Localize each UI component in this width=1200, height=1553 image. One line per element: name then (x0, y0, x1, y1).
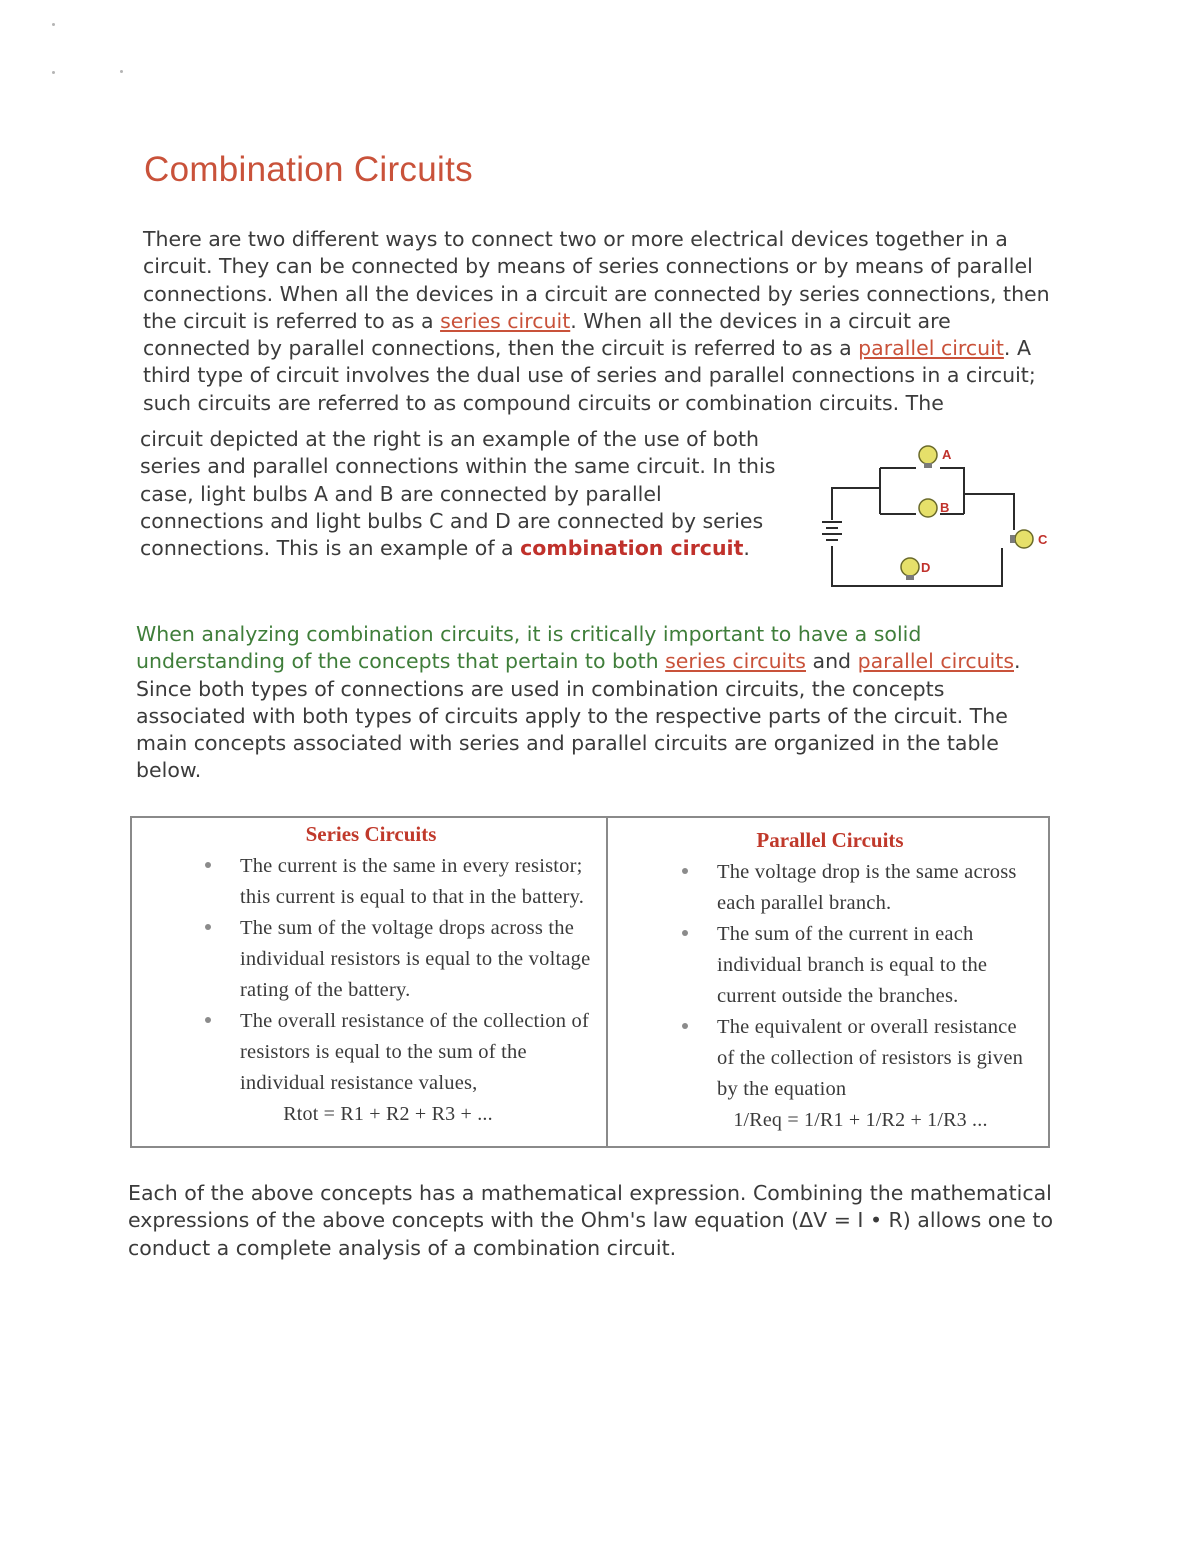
parallel-circuits-link[interactable]: parallel circuits (857, 649, 1014, 674)
battery-icon (822, 522, 842, 540)
series-item-text: The current is the same in every resistor; this current is equal to that in the battery. (240, 855, 585, 908)
analysis-and: and (805, 649, 858, 674)
bulb-a-icon (919, 446, 952, 468)
scan-speck (52, 23, 55, 26)
bullet-icon (682, 930, 688, 936)
bullet-icon (682, 868, 688, 874)
bulb-d-label: D (921, 560, 931, 575)
table-bottom-border (130, 1146, 1050, 1148)
bullet-icon (205, 924, 211, 930)
wire-right (964, 494, 1014, 530)
parallel-list (608, 857, 1048, 1136)
parallel-column (608, 816, 1048, 1136)
parallel-item-text: The equivalent or overall resistance of the collection of resistors is given by the equation (717, 1016, 1024, 1100)
bulb-a-label: A (942, 447, 952, 462)
analysis-paragraph (136, 621, 1036, 785)
series-equation: Rtot = R1 + R2 + R3 + ... (283, 1103, 493, 1125)
intro-text-3: . A third type of circuit involves the dual use of series and parallel connections in a circuit; such circuits are referred to as compound circuits or combination circuits. The (143, 336, 1036, 415)
page-title: Combination Circuits (144, 150, 473, 189)
intro-text-5: . (743, 536, 750, 561)
bullet-icon (682, 1023, 688, 1029)
parallel-item-text: The sum of the current in each individual branch is equal to the current outside the branches. (717, 923, 988, 1007)
bulb-b-icon (919, 499, 949, 517)
concepts-table (130, 816, 1050, 1156)
parallel-header: Parallel Circuits (756, 828, 904, 852)
circuit-description (140, 426, 790, 562)
series-item-text: The sum of the voltage drops across the individual resistors is equal to the voltage rating of the battery. (240, 917, 591, 1001)
analysis-text-2: . Since both types of connections are used in combination circuits, the concepts associated with both types of circuits apply to the respective parts of the circuit. The main concepts associated with series and parallel circuits are organized in the table below. (136, 649, 1021, 783)
combination-circuit-diagram (814, 438, 1064, 598)
series-list (130, 851, 606, 1130)
bulb-c-label: C (1038, 532, 1048, 547)
bullet-icon (205, 1017, 211, 1023)
series-item-text: The overall resistance of the collection of resistors is equal to the sum of the individual resistance values, (240, 1010, 589, 1094)
bulb-d-icon (901, 558, 930, 580)
parallel-item-text: The voltage drop is the same across each parallel branch. (717, 861, 1017, 914)
parallel-equation: 1/Req = 1/R1 + 1/R2 + 1/R3 ... (733, 1109, 988, 1131)
intro-paragraph (143, 226, 1063, 417)
intro-text-2: . When all the devices in a circuit are connected by parallel connections, then the circuit is referred to as a (143, 308, 951, 361)
intro-text-4: circuit depicted at the right is an example of the use of both series and parallel connections within the same circuit. In this case, light bulbs A and B are connected by parallel connections and light bulbs C and D are connected by series connections. This is an example of a (140, 427, 776, 561)
intro-text-1: There are two different ways to connect two or more electrical devices together in a circuit. They can be connected by means of series connections or by means of parallel connections. When all the devices in a circuit are connected by series connections, then the circuit is referred to as a (143, 227, 1050, 333)
table-right-border (1048, 816, 1050, 1147)
analysis-green-text: When analyzing combination circuits, it is critically important to have a solid understanding of the concepts that pertain to both (136, 622, 922, 674)
bulb-c-icon (1010, 530, 1048, 548)
bullet-icon (205, 862, 211, 868)
series-circuits-link[interactable]: series circuits (665, 649, 806, 674)
series-item (130, 1006, 606, 1130)
series-item (130, 913, 606, 1006)
series-item (130, 851, 606, 913)
parallel-circuit-link[interactable]: parallel circuit (858, 336, 1004, 361)
series-column (130, 816, 606, 1130)
combination-circuit-term: combination circuit (520, 536, 744, 561)
closing-paragraph: Each of the above concepts has a mathematical expression. Combining the mathematical expressions of the above concepts with the Ohm's law equation (ΔV = I • R) allows one to conduct a complete analysis of a combination circuit. (128, 1181, 1054, 1260)
series-header: Series Circuits (305, 822, 437, 846)
wire-top-left (832, 488, 880, 520)
scan-speck (52, 71, 55, 74)
scan-speck (120, 70, 123, 73)
parallel-item (608, 1012, 1048, 1136)
bulb-b-label: B (940, 500, 950, 515)
parallel-item (608, 857, 1048, 919)
parallel-item (608, 919, 1048, 1012)
series-circuit-link[interactable]: series circuit (440, 308, 571, 333)
